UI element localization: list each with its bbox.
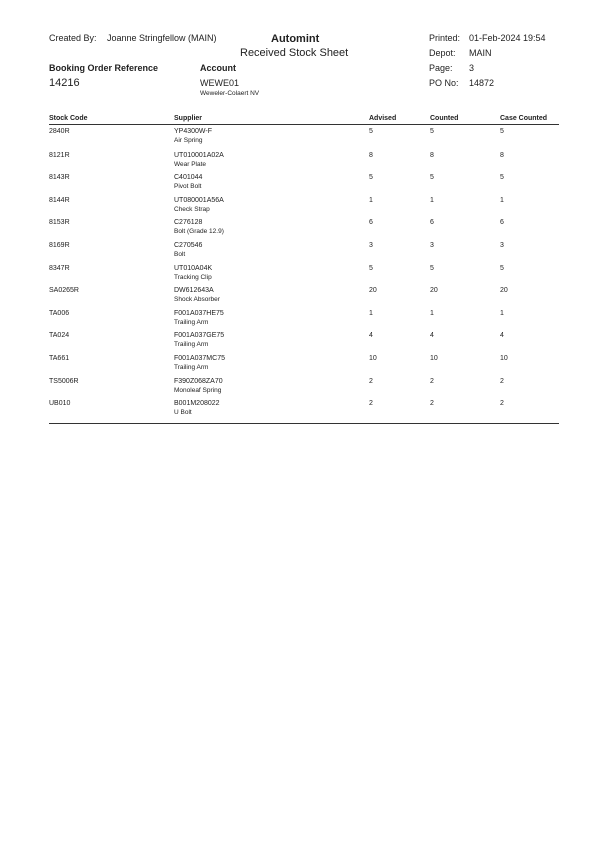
booking-ref-label: Booking Order Reference xyxy=(49,63,159,73)
case-counted-cell: 10 xyxy=(500,355,508,362)
stock-code-cell: 8347R xyxy=(49,265,70,272)
table-row xyxy=(0,377,595,401)
table-row xyxy=(0,331,595,355)
supplier-code-cell: C276128 xyxy=(174,219,203,226)
stock-code-cell: 8153R xyxy=(49,219,70,226)
case-counted-cell: 1 xyxy=(500,310,504,317)
counted-cell: 6 xyxy=(430,219,434,226)
counted-cell: 5 xyxy=(430,128,434,135)
counted-cell: 8 xyxy=(430,152,434,159)
stock-code-cell: TA006 xyxy=(49,310,70,317)
account-name: Weweler-Colaert NV xyxy=(200,90,260,97)
printed-label: Printed: xyxy=(429,33,461,43)
case-counted-cell: 5 xyxy=(500,128,504,135)
advised-cell: 5 xyxy=(369,265,373,272)
printed-value: 01-Feb-2024 19:54 xyxy=(469,33,546,43)
advised-cell: 8 xyxy=(369,152,373,159)
description-cell: Shock Absorber xyxy=(174,296,220,303)
table-row xyxy=(0,399,595,423)
advised-cell: 5 xyxy=(369,128,373,135)
advised-cell: 3 xyxy=(369,242,373,249)
table-row xyxy=(0,196,595,220)
stock-code-cell: 8144R xyxy=(49,197,70,204)
supplier-code-cell: UT010A04K xyxy=(174,265,213,272)
table-row xyxy=(0,241,595,265)
supplier-code-cell: DW612643A xyxy=(174,287,214,294)
created-by-label: Created By: xyxy=(49,33,97,43)
advised-cell: 1 xyxy=(369,310,373,317)
sheet-title: Received Stock Sheet xyxy=(240,47,349,59)
stock-code-cell: UB010 xyxy=(49,400,71,407)
advised-cell: 2 xyxy=(369,400,373,407)
advised-cell: 4 xyxy=(369,332,373,339)
case-counted-cell: 8 xyxy=(500,152,504,159)
supplier-code-cell: C401044 xyxy=(174,174,203,181)
stock-code-cell: TA024 xyxy=(49,332,70,339)
advised-cell: 20 xyxy=(369,287,377,294)
advised-cell: 5 xyxy=(369,174,373,181)
description-cell: U Bolt xyxy=(174,409,192,416)
advised-cell: 1 xyxy=(369,197,373,204)
supplier-code-cell: B001M208022 xyxy=(174,400,220,407)
page-label: Page: xyxy=(429,63,453,73)
account-code: WEWE01 xyxy=(200,78,240,88)
booking-ref-value: 14216 xyxy=(49,77,80,89)
supplier-code-cell: F001A037HE75 xyxy=(174,310,224,317)
depot-label: Depot: xyxy=(429,48,456,58)
description-cell: Trailing Arm xyxy=(174,364,209,371)
description-cell: Check Strap xyxy=(174,206,210,213)
description-cell: Bolt (Grade 12.9) xyxy=(174,228,224,235)
column-header-counted: Counted xyxy=(430,115,459,122)
stock-code-cell: SA0265R xyxy=(49,287,79,294)
advised-cell: 2 xyxy=(369,378,373,385)
po-label: PO No: xyxy=(429,78,459,88)
counted-cell: 3 xyxy=(430,242,434,249)
counted-cell: 4 xyxy=(430,332,434,339)
table-row xyxy=(0,264,595,288)
case-counted-cell: 3 xyxy=(500,242,504,249)
case-counted-cell: 5 xyxy=(500,265,504,272)
description-cell: Tracking Clip xyxy=(174,274,212,281)
counted-cell: 10 xyxy=(430,355,438,362)
stock-code-cell: 8121R xyxy=(49,152,70,159)
stock-code-cell: TA661 xyxy=(49,355,70,362)
supplier-code-cell: UT010001A02A xyxy=(174,152,224,159)
page-value: 3 xyxy=(469,63,475,73)
stock-code-cell: 2840R xyxy=(49,128,70,135)
header-divider xyxy=(49,124,559,125)
case-counted-cell: 5 xyxy=(500,174,504,181)
stock-code-cell: 8143R xyxy=(49,174,70,181)
supplier-code-cell: F001A037MC75 xyxy=(174,355,225,362)
counted-cell: 20 xyxy=(430,287,438,294)
case-counted-cell: 2 xyxy=(500,400,504,407)
advised-cell: 10 xyxy=(369,355,377,362)
table-row xyxy=(0,218,595,242)
column-header-stock-code: Stock Code xyxy=(49,115,88,122)
table-row xyxy=(0,309,595,333)
supplier-code-cell: F390Z068ZA70 xyxy=(174,378,223,385)
counted-cell: 1 xyxy=(430,197,434,204)
counted-cell: 1 xyxy=(430,310,434,317)
created-by-value: Joanne Stringfellow (MAIN) xyxy=(107,33,217,43)
table-row xyxy=(0,127,595,151)
table-row xyxy=(0,354,595,378)
case-counted-cell: 1 xyxy=(500,197,504,204)
table-row xyxy=(0,173,595,197)
advised-cell: 6 xyxy=(369,219,373,226)
supplier-code-cell: UT080001A56A xyxy=(174,197,224,204)
table-row xyxy=(0,151,595,175)
table-bottom-divider xyxy=(49,423,559,424)
column-header-supplier: Supplier xyxy=(174,115,203,122)
case-counted-cell: 2 xyxy=(500,378,504,385)
description-cell: Bolt xyxy=(174,251,186,258)
counted-cell: 2 xyxy=(430,378,434,385)
po-value: 14872 xyxy=(469,78,495,88)
description-cell: Trailing Arm xyxy=(174,341,209,348)
case-counted-cell: 4 xyxy=(500,332,504,339)
column-header-case-counted: Case Counted xyxy=(500,115,548,122)
company-name: Automint xyxy=(271,33,320,45)
stock-code-cell: 8169R xyxy=(49,242,70,249)
account-label: Account xyxy=(200,63,236,73)
case-counted-cell: 6 xyxy=(500,219,504,226)
description-cell: Trailing Arm xyxy=(174,319,209,326)
counted-cell: 5 xyxy=(430,265,434,272)
case-counted-cell: 20 xyxy=(500,287,508,294)
stock-code-cell: TS5006R xyxy=(49,378,79,385)
supplier-code-cell: F001A037GE75 xyxy=(174,332,225,339)
description-cell: Air Spring xyxy=(174,137,203,144)
depot-value: MAIN xyxy=(469,48,492,58)
counted-cell: 5 xyxy=(430,174,434,181)
counted-cell: 2 xyxy=(430,400,434,407)
description-cell: Monoleaf Spring xyxy=(174,387,222,394)
description-cell: Wear Plate xyxy=(174,161,207,168)
column-header-advised: Advised xyxy=(369,115,397,122)
description-cell: Pivot Bolt xyxy=(174,183,202,190)
table-row xyxy=(0,286,595,310)
supplier-code-cell: YP4300W-F xyxy=(174,128,212,135)
supplier-code-cell: C270546 xyxy=(174,242,203,249)
